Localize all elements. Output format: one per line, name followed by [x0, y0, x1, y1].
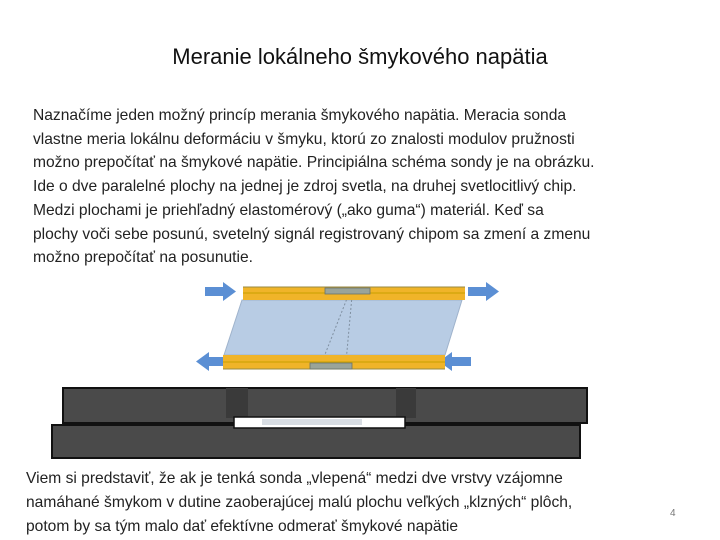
footer-text — [26, 467, 676, 539]
paragraph-line: vlastne meria lokálnu deformáciu v šmyku, ktorú zo znalosti modulov pružnosti — [33, 130, 575, 148]
paragraph-line: možno prepočítať na šmykové napätie. Principiálna schéma sondy je na obrázku. — [33, 154, 595, 172]
arrow-right-icon — [205, 282, 236, 301]
arrow-right-icon — [468, 282, 499, 301]
slide-title: Meranie lokálneho šmykového napätia — [172, 44, 548, 69]
paragraph-line: Naznačíme jeden možný princíp merania šmykového napätia. Meracia sonda — [33, 107, 567, 124]
body-paragraph — [33, 104, 703, 270]
photosensitive-chip — [310, 363, 352, 369]
paragraph-line: Medzi plochami je priehľadný elastomérový („ako guma“) materiál. Keď sa — [33, 201, 544, 219]
paragraph-line: možno prepočítať na posunutie. — [33, 249, 253, 267]
light-source — [325, 288, 370, 294]
sensor-slot — [234, 417, 405, 428]
paragraph-line: Ide o dve paralelné plochy na jednej je zdroj svetla, na druhej svetlocitlivý chip. — [33, 178, 577, 196]
footer-line: namáhané šmykom v dutine zaoberajúcej malú plochu veľkých „klzných“ plôch, — [26, 494, 573, 511]
page-number: 4 — [670, 508, 676, 519]
paragraph-line: plochy voči sebe posunú, svetelný signál registrovaný chipom sa zmení a zmenu — [33, 225, 591, 243]
shear-sensor-diagram — [0, 270, 720, 470]
footer-line: Viem si predstaviť, že ak je tenká sonda „vlepená“ medzi dve vrstvy vzájomne — [26, 470, 563, 487]
bottom-plate — [223, 355, 445, 369]
top-plate — [243, 287, 465, 300]
footer-line: potom by sa tým malo dať efektívne odmerať šmykové napätie — [26, 518, 459, 535]
lower-block — [52, 425, 580, 458]
